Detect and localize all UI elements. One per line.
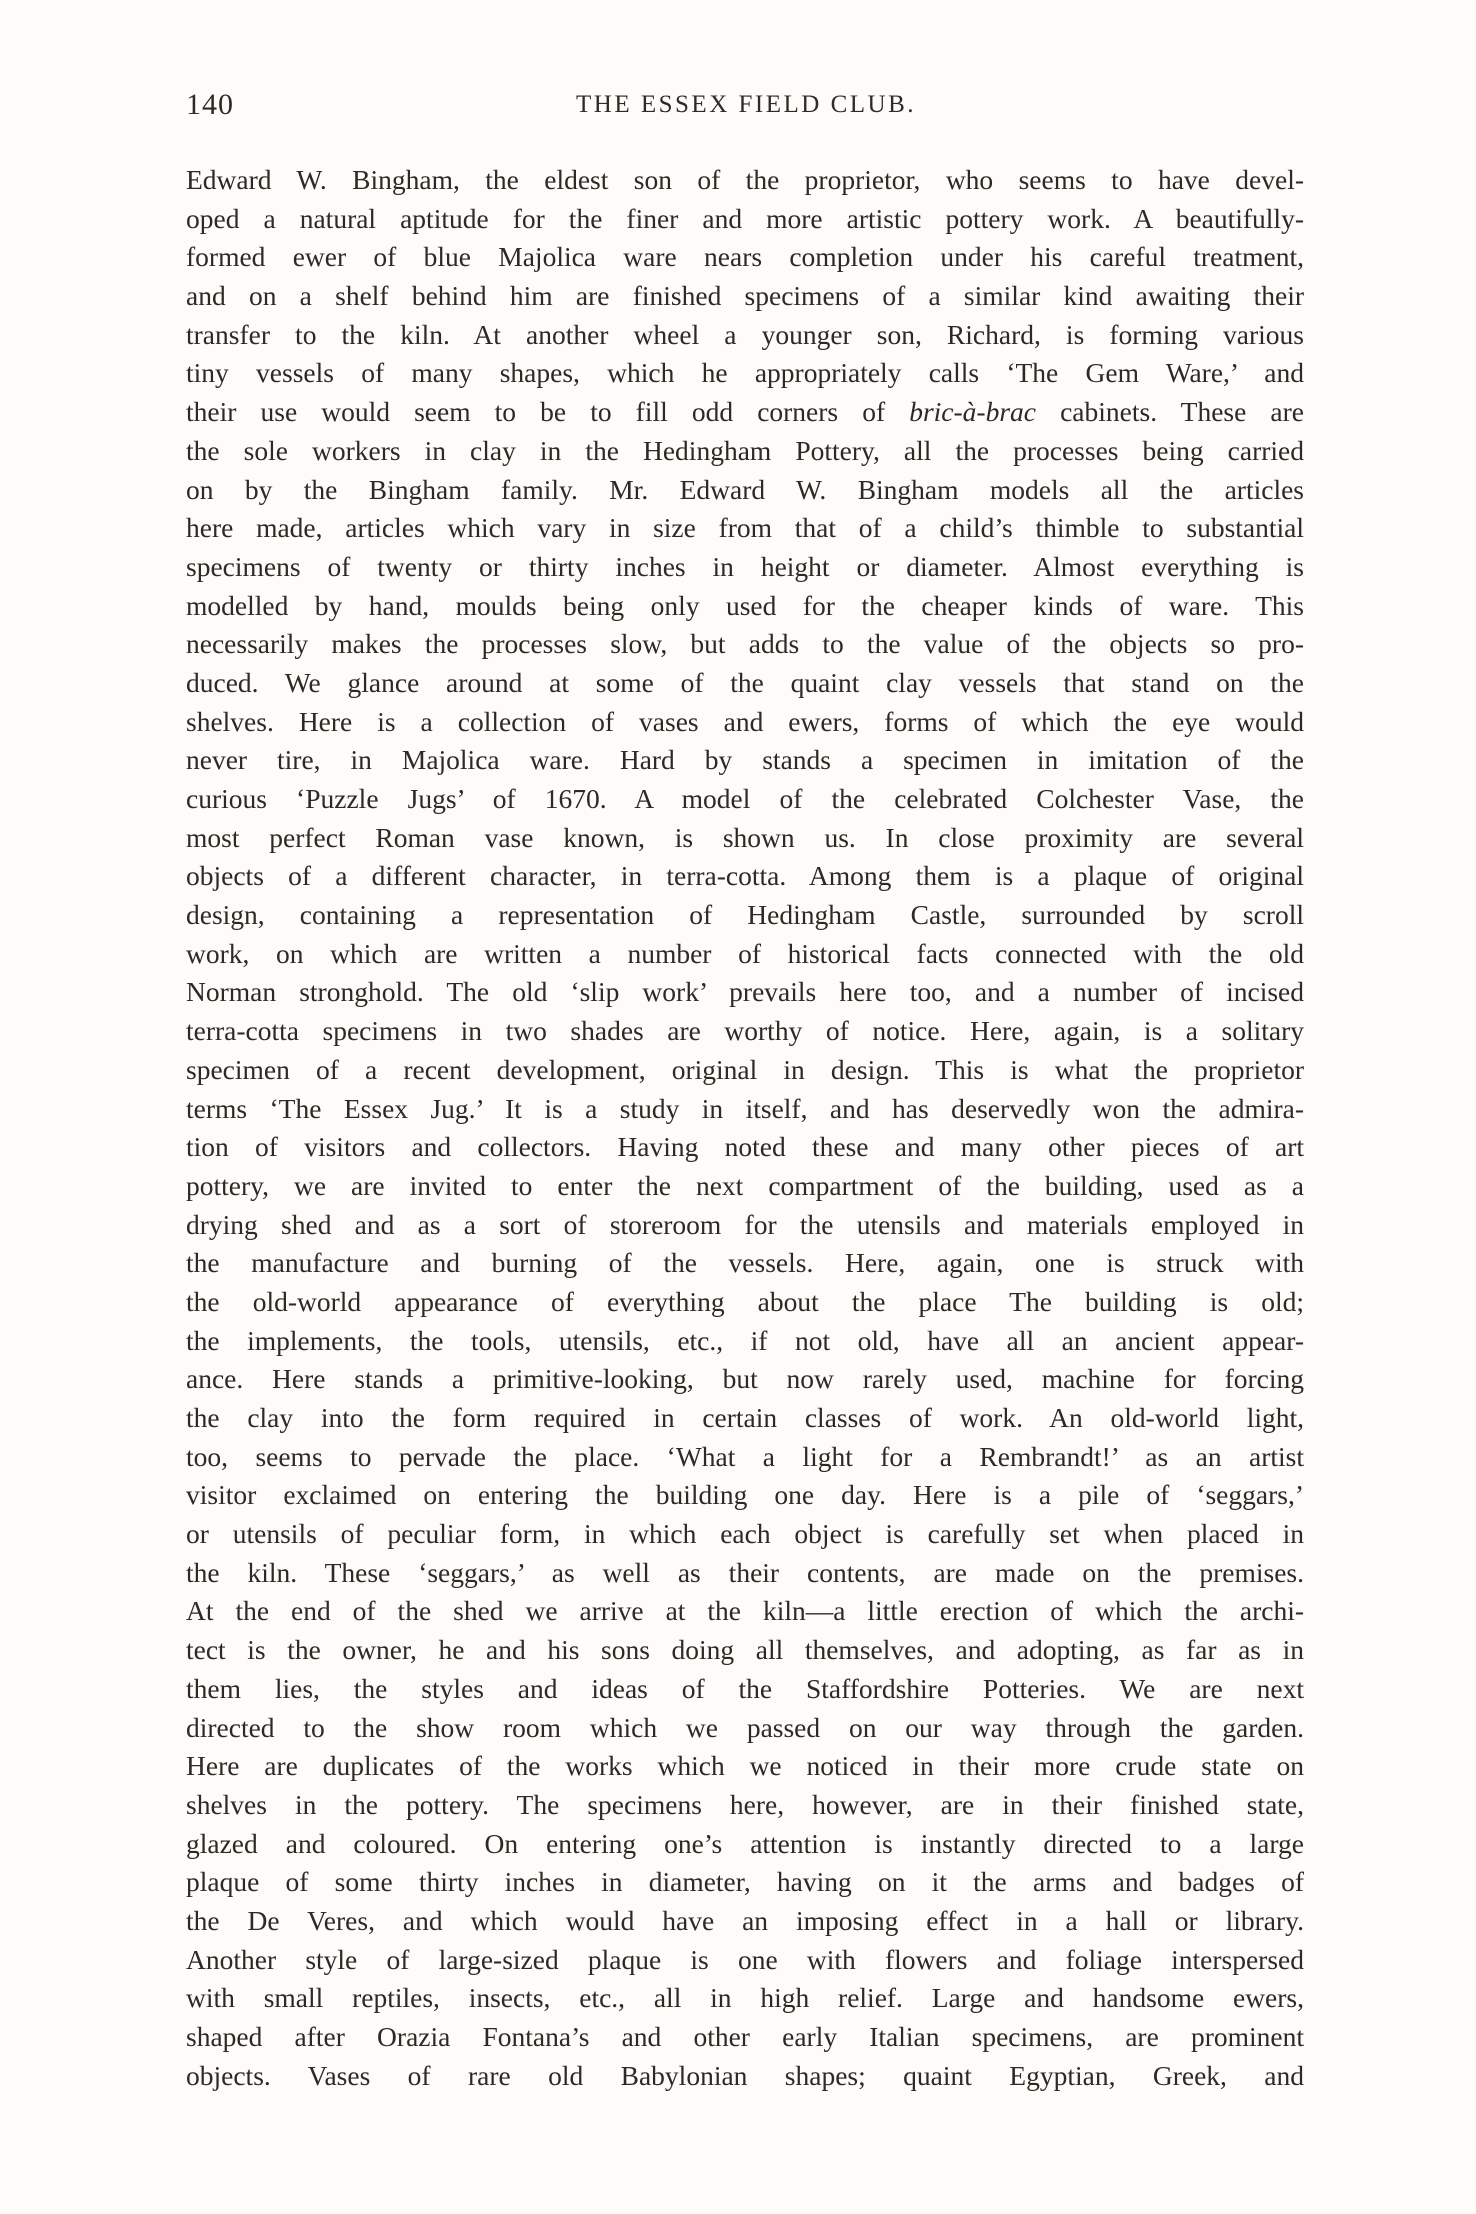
text-line: modelled by hand, moulds being only used for the cheaper kinds of ware. This — [186, 589, 1304, 621]
text-line: the clay into the form required in certain classes of work. An old-world light, — [186, 1402, 1304, 1433]
text-line: curious ‘Puzzle Jugs’ of 1670. A model of the celebrated Colchester Vase, the — [186, 783, 1304, 814]
text-line: ance. Here stands a primitive-looking, but now rarely used, machine for forcing — [186, 1363, 1304, 1395]
text-line: terms ‘The Essex Jug.’ It is a study in itself, and has deservedly won the admira- — [186, 1092, 1304, 1124]
text-line: the old-world appearance of everything about the place The building is old; — [186, 1285, 1304, 1317]
text-line: necessarily makes the processes slow, but adds to the value of the objects so pro- — [186, 628, 1304, 660]
text-line: Another style of large-sized plaque is one with flowers and foliage interspersed — [186, 1943, 1304, 1975]
text-line: the kiln. These ‘seggars,’ as well as their contents, are made on the premises. — [186, 1556, 1304, 1588]
page-number: 140 — [186, 88, 234, 121]
page-header — [186, 88, 1306, 128]
text-line: tion of visitors and collectors. Having noted these and many other pieces of art — [186, 1131, 1304, 1163]
text-line: plaque of some thirty inches in diameter, having on it the arms and badges of — [186, 1866, 1304, 1898]
text-line: visitor exclaimed on entering the building one day. Here is a pile of ‘seggars,’ — [186, 1479, 1304, 1511]
text-line: too, seems to pervade the place. ‘What a light for a Rembrandt!’ as an artist — [186, 1440, 1304, 1472]
text-line: on by the Bingham family. Mr. Edward W. Bingham models all the articles — [186, 473, 1304, 505]
text-line: transfer to the kiln. At another wheel a younger son, Richard, is forming various — [186, 318, 1304, 350]
text-line: the implements, the tools, utensils, etc., if not old, have all an ancient appear- — [186, 1324, 1304, 1356]
italic-term: bric-à-brac — [909, 396, 1036, 428]
text-line: glazed and coloured. On entering one’s attention is instantly directed to a large — [186, 1827, 1304, 1859]
text-line: and on a shelf behind him are finished specimens of a similar kind awaiting their — [186, 280, 1304, 312]
text-line: specimens of twenty or thirty inches in height or diameter. Almost everything is — [186, 550, 1304, 582]
text-line: pottery, we are invited to enter the next compartment of the building, used as a — [186, 1169, 1304, 1201]
text-line: drying shed and as a sort of storeroom for the utensils and materials employed in — [186, 1208, 1304, 1240]
text-line: design, containing a representation of Hedingham Castle, surrounded by scroll — [186, 899, 1304, 931]
text-line: shaped after Orazia Fontana’s and other early Italian specimens, are prominent — [186, 2021, 1304, 2052]
text-line: them lies, the styles and ideas of the Staffordshire Potteries. We are next — [186, 1672, 1304, 1704]
text-line: tiny vessels of many shapes, which he appropriately calls ‘The Gem Ware,’ and — [186, 357, 1304, 389]
text-line: specimen of a recent development, original in design. This is what the proprietor — [186, 1053, 1304, 1085]
text-line: their use would seem to be to fill odd corners of bric-à-brac cabinets. These are — [186, 396, 1304, 428]
text-line: formed ewer of blue Majolica ware nears completion under his careful treatment, — [186, 241, 1304, 273]
text-line: with small reptiles, insects, etc., all in high relief. Large and handsome ewers, — [186, 1982, 1304, 2014]
text-line: oped a natural aptitude for the finer and more artistic pottery work. A beautifully- — [186, 202, 1304, 234]
body-text — [186, 161, 1304, 2095]
text-line: shelves in the pottery. The specimens here, however, are in their finished state, — [186, 1788, 1304, 1820]
text-line: most perfect Roman vase known, is shown us. In close proximity are several — [186, 821, 1304, 853]
text-line: directed to the show room which we passed on our way through the garden. — [186, 1711, 1304, 1743]
running-head: THE ESSEX FIELD CLUB. — [576, 91, 916, 118]
text-line: the De Veres, and which would have an imposing effect in a hall or library. — [186, 1904, 1304, 1936]
text-line: here made, articles which vary in size from that of a child’s thimble to substantial — [186, 512, 1304, 544]
text-line: Edward W. Bingham, the eldest son of the proprietor, who seems to have devel- — [186, 164, 1304, 195]
text-line: the manufacture and burning of the vessels. Here, again, one is struck with — [186, 1247, 1304, 1279]
text-line: Here are duplicates of the works which we noticed in their more crude state on — [186, 1750, 1304, 1782]
text-line: duced. We glance around at some of the quaint clay vessels that stand on the — [186, 666, 1304, 698]
text-line: Norman stronghold. The old ‘slip work’ prevails here too, and a number of incised — [186, 976, 1304, 1008]
text-line: the sole workers in clay in the Hedingham Pottery, all the processes being carried — [186, 434, 1304, 466]
text-line: terra-cotta specimens in two shades are worthy of notice. Here, again, is a solitary — [186, 1015, 1304, 1047]
text-line: never tire, in Majolica ware. Hard by stands a specimen in imitation of the — [186, 744, 1304, 776]
text-line: At the end of the shed we arrive at the kiln—a little erection of which the archi- — [186, 1595, 1304, 1627]
text-line: objects of a different character, in terra-cotta. Among them is a plaque of original — [186, 860, 1304, 892]
text-line: or utensils of peculiar form, in which each object is carefully set when placed in — [186, 1518, 1304, 1550]
text-line: work, on which are written a number of historical facts connected with the old — [186, 937, 1304, 969]
text-line: shelves. Here is a collection of vases and ewers, forms of which the eye would — [186, 705, 1304, 737]
text-line: tect is the owner, he and his sons doing all themselves, and adopting, as far as in — [186, 1634, 1304, 1666]
text-line: objects. Vases of rare old Babylonian shapes; quaint Egyptian, Greek, and — [186, 2059, 1304, 2091]
